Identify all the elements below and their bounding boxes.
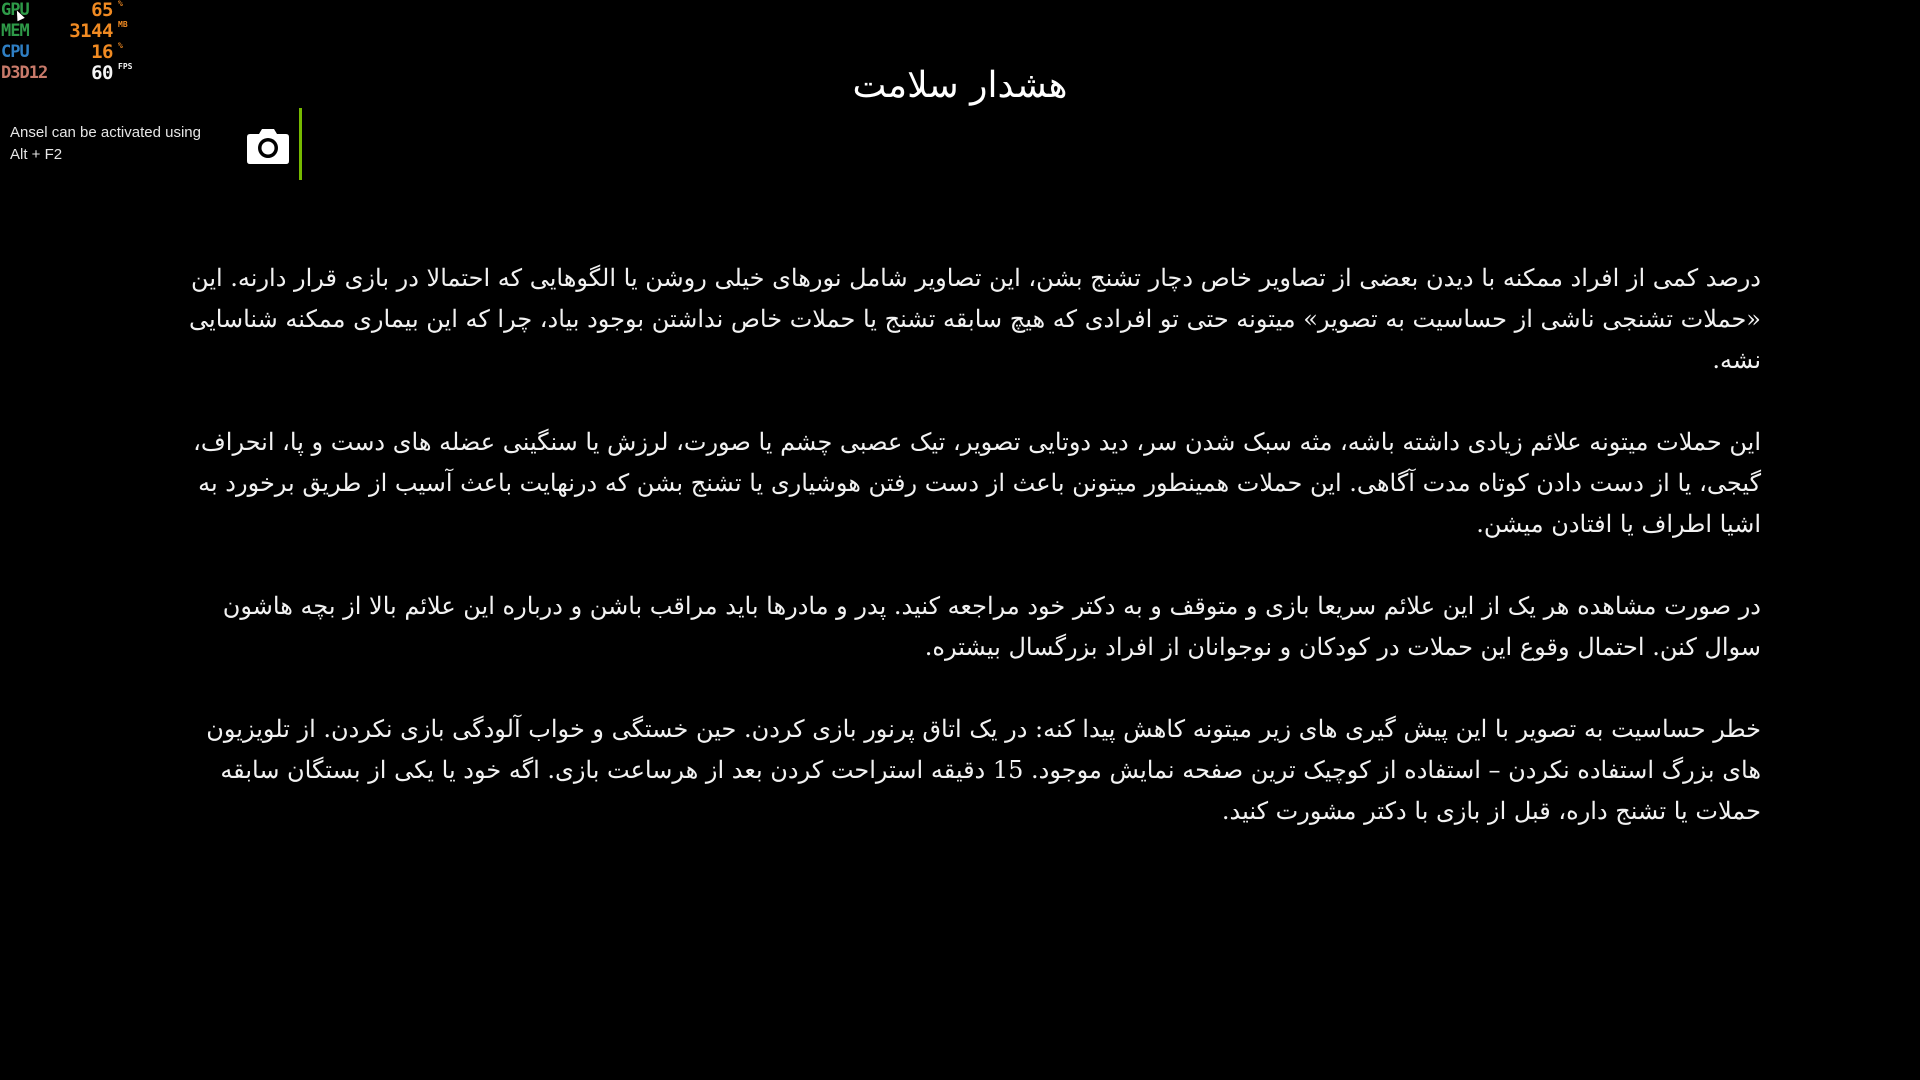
fps-value: 60: [91, 62, 113, 84]
warning-paragraph-1: درصد کمی از افراد ممکنه با دیدن بعضی از تصاویر خاص دچار تشنج بشن، این تصاویر شامل نورهای خیلی روشن یا الگوهایی که احتمالا در بازی قرار دارنه. این «حملات تشنجی ناشی از حساسیت به تصویر» میتونه حتی تو افرادی که هیچ سابقه تشنج یا حملات خاص نداشتن بوجود بیاد، چرا که این بیماری ممکنه شناسایی نشه.: [189, 264, 1761, 374]
mem-unit: MB: [118, 20, 128, 29]
mem-stat-row: [1, 21, 141, 42]
camera-icon: [246, 125, 290, 165]
mem-value: 3144: [69, 20, 113, 42]
gpu-unit: %: [118, 0, 123, 8]
cpu-unit: %: [118, 41, 123, 50]
warning-paragraph-4: خطر حساسیت به تصویر با این پیش گیری های زیر میتونه کاهش پیدا کنه: در یک اتاق پرنور بازی کردن. حین خستگی و خواب آلودگی بازی نکردن. از تلویزیون های بزرگ استفاده نکردن – استفاده از کوچیک ترین صفحه نمایش موجود. 15 دقیقه استراحت کردن بعد از هرساعت بازی. اگه خود یا یکی از بستگان سابقه حملات یا تشنج داره، قبل از بازی با دکتر مشورت کنید.: [206, 715, 1761, 825]
ansel-hint-line-2: Alt + F2: [10, 146, 63, 163]
ansel-notification: [0, 108, 305, 180]
mem-label: MEM: [1, 21, 29, 41]
cpu-value: 16: [91, 41, 113, 63]
health-warning-body: [165, 258, 1761, 873]
fps-unit: FPS: [118, 62, 133, 71]
ansel-hint-text: [10, 122, 220, 166]
page-title: هشدار سلامت: [852, 65, 1068, 106]
gpu-label: GPU: [1, 0, 29, 20]
warning-paragraph-2: این حملات میتونه علائم زیادی داشته باشه، مثه سبک شدن سر، دید دوتایی تصویر، تیک عصبی چشم یا صورت، لرزش یا سنگینی عضله های دست و پا، انحراف، گیجی، یا از دست دادن کوتاه مدت آگاهی. این حملات همینطور میتونن باعث از دست رفتن هوشیاری یا تشنج بشن که درنهایت باعث آسیب از طریق برخورد به اشیا اطراف یا افتادن میشن.: [193, 428, 1761, 538]
warning-paragraph-3: در صورت مشاهده هر یک از این علائم سریعا بازی و متوقف و به دکتر خود مراجعه کنید. پدر و مادرها باید مراقب باشن و درباره این علائم بالا از بچه هاشون سوال کنن. احتمال وقوع این حملات در کودکان و نوجوانان از افراد بزرگسال بیشتره.: [222, 592, 1761, 661]
cpu-label: CPU: [1, 42, 29, 62]
api-label: D3D12: [1, 63, 48, 83]
gpu-value: 65: [91, 0, 113, 21]
ansel-accent-bar: [299, 108, 302, 180]
ansel-hint-line-1: Ansel can be activated using: [10, 124, 201, 141]
